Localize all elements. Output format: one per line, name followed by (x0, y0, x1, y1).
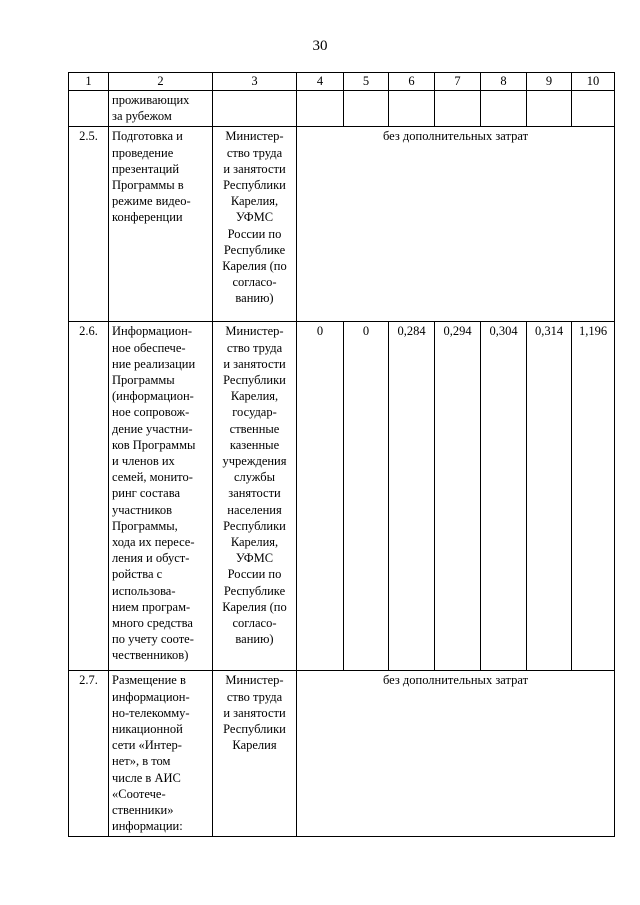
row-number: 2.5. (69, 127, 109, 322)
column-number: 4 (297, 73, 344, 91)
column-number: 6 (389, 73, 435, 91)
executor-cell (213, 91, 297, 127)
measure-description: Информацион- ное обеспече- ние реализации Программы (информацион- ное сопровож- дение участни- ков Программы и членов их семей, монито- ринг состава участников Программы, хода их пересе- ления и обуст- ройства с использова- нием програм- много средства по учету соотe- чественников) (109, 322, 213, 671)
table-row (69, 322, 615, 671)
value-cell (297, 91, 344, 127)
page-number: 30 (312, 38, 328, 54)
value-cell (344, 91, 389, 127)
executor-cell: Министер- ство труда и занятости Республики Карелия (213, 671, 297, 837)
value-cell: 0,294 (435, 322, 481, 671)
column-number: 9 (527, 73, 572, 91)
measure-description: Подготовка и проведение презентаций Программы в режиме видео- конференции (109, 127, 213, 322)
total-value-cell: 1,196 (572, 322, 615, 671)
executor-cell: Министер- ство труда и занятости Республики Карелия, УФМС России по Республике Карелия (по согласо- ванию) (213, 127, 297, 322)
value-cell: 0 (297, 322, 344, 671)
value-cell: 0 (344, 322, 389, 671)
row-number: 2.7. (69, 671, 109, 837)
program-measures-table (68, 72, 615, 837)
no-additional-costs-note: без дополнительных затрат (297, 127, 615, 322)
table-row (69, 671, 615, 837)
column-number-header-row (69, 73, 615, 91)
executor-cell: Министер- ство труда и занятости Республики Карелия, государ- ственные казенные учреждения службы занятости населения Республики Карелия, УФМС России по Республике Карелия (по согласо- ванию) (213, 322, 297, 671)
no-additional-costs-note: без дополнительных затрат (297, 671, 615, 837)
column-number: 7 (435, 73, 481, 91)
measure-description: Размещение в информацион- но-телекомму- никационной сети «Интер- нет», в том числе в АИС «Соотече- ственники» информации: (109, 671, 213, 837)
value-cell (389, 91, 435, 127)
column-number: 1 (69, 73, 109, 91)
column-number: 2 (109, 73, 213, 91)
value-cell: 0,304 (481, 322, 527, 671)
column-number: 8 (481, 73, 527, 91)
value-cell (527, 91, 572, 127)
row-number (69, 91, 109, 127)
value-cell (435, 91, 481, 127)
table-row (69, 91, 615, 127)
column-number: 3 (213, 73, 297, 91)
value-cell: 0,284 (389, 322, 435, 671)
value-cell (481, 91, 527, 127)
value-cell: 0,314 (527, 322, 572, 671)
column-number: 5 (344, 73, 389, 91)
value-cell (572, 91, 615, 127)
table-row (69, 127, 615, 322)
row-number: 2.6. (69, 322, 109, 671)
measure-description: проживающих за рубежом (109, 91, 213, 127)
column-number: 10 (572, 73, 615, 91)
